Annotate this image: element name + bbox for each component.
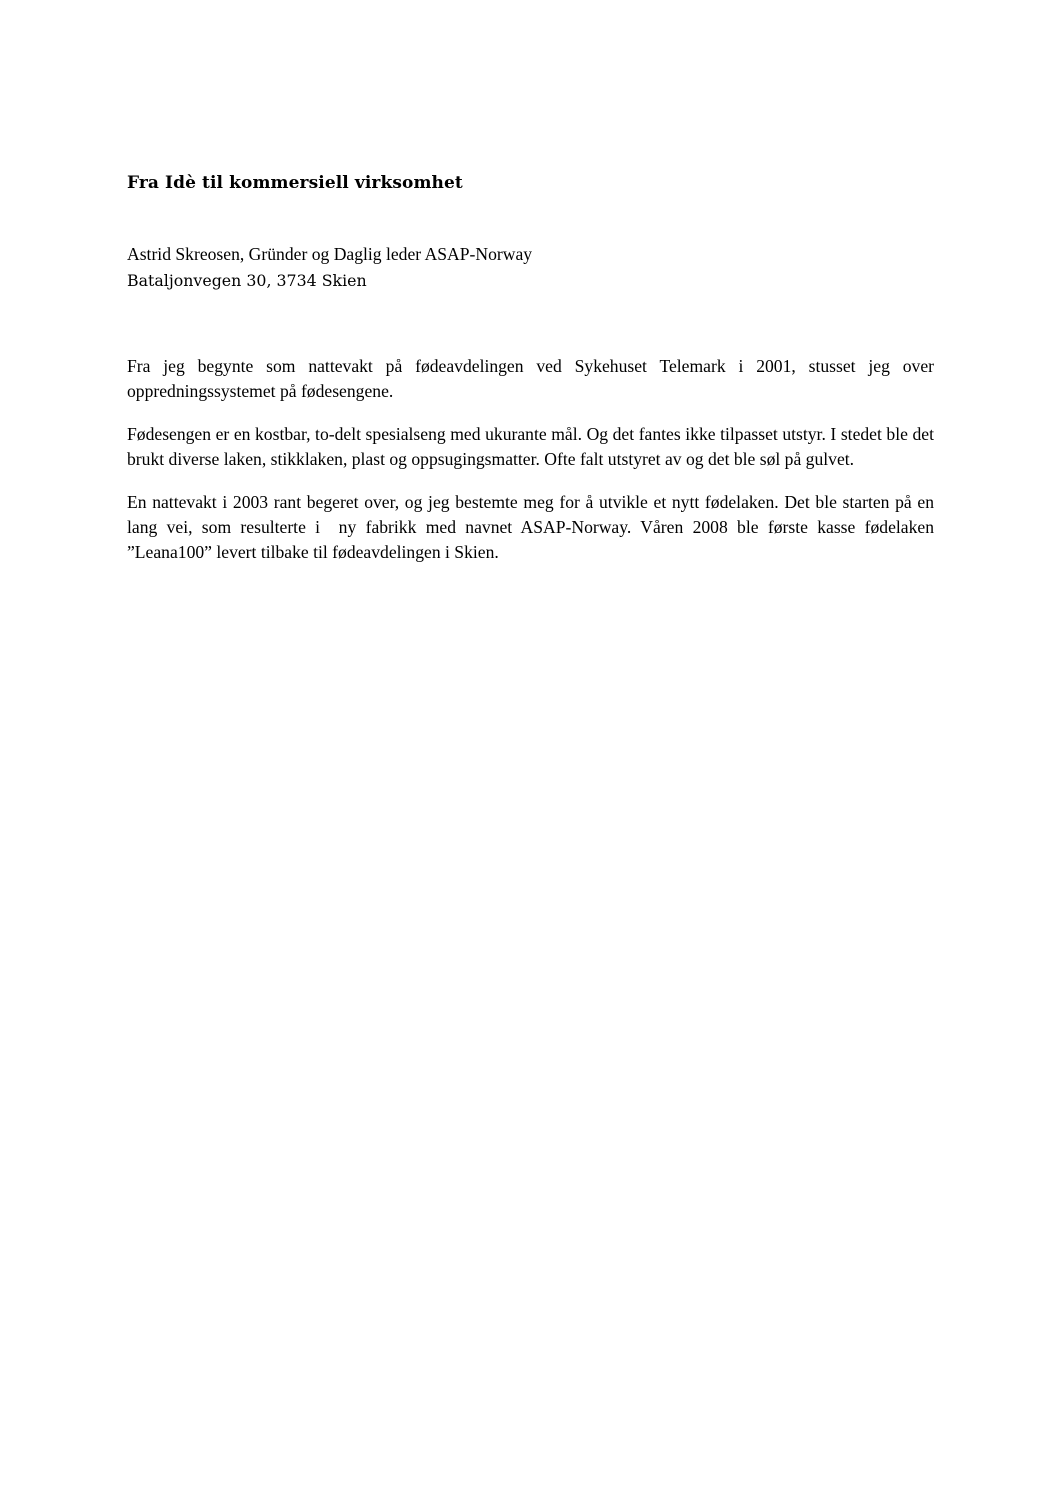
- document-title: Fra Idè til kommersiell virksomhet: [127, 173, 463, 193]
- author-line: Astrid Skreosen, Gründer og Daglig leder ASAP-Norway: [127, 244, 533, 264]
- address-line: Bataljonvegen 30, 3734 Skien: [127, 270, 367, 290]
- paragraph-3: En nattevakt i 2003 rant begeret over, og jeg bestemte meg for å utvikle et nytt fødelaken. Det ble starten på en lang vei, som resulterte i ny fabrikk med navnet ASAP-Norway. Våren 2008 ble første kasse fødelaken ”Leana100” levert tilbake til fødeavdelingen i Skien.: [127, 492, 939, 562]
- author-block: [127, 242, 827, 293]
- body-text: [127, 354, 939, 583]
- paragraph-2: Fødesengen er en kostbar, to-delt spesialseng med ukurante mål. Og det fantes ikke tilpasset utstyr. I stedet ble det brukt diverse laken, stikklaken, plast og oppsugingsmatter. Ofte falt utstyret av og det ble søl på gulvet.: [127, 424, 939, 469]
- paragraph-1: Fra jeg begynte som nattevakt på fødeavdelingen ved Sykehuset Telemark i 2001, stusset jeg over oppredningssystemet på fødesengene.: [127, 356, 939, 401]
